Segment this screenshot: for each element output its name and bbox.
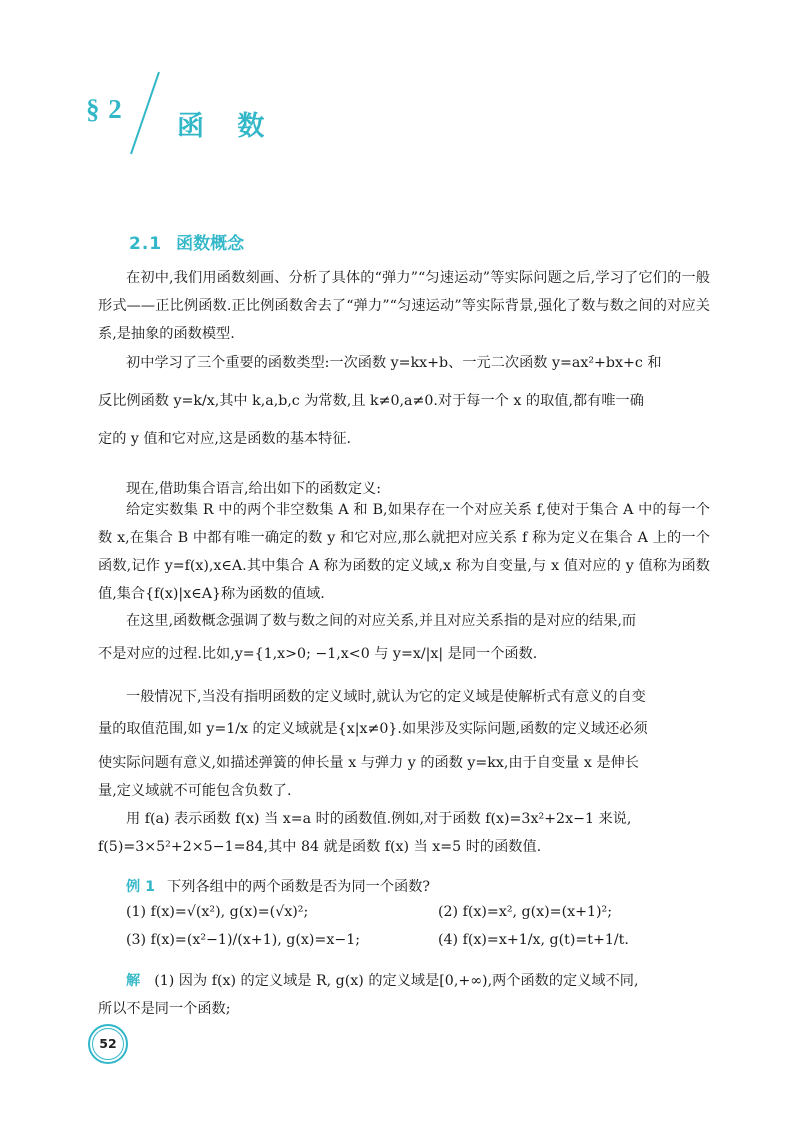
section-heading [129,229,244,254]
section-number: 2.1 [129,234,163,254]
paragraph-2-line-3: 定的 y 值和它对应,这是函数的基本特征. [98,431,352,447]
solution-line-2: 所以不是同一个函数; [98,1001,231,1017]
paragraph-1: 在初中,我们用函数刻画、分析了具体的“弹力”“匀速运动”等实际问题之后,学习了它们的一般形式——正比例函数.正比例函数舍去了“弹力”“匀速运动”等实际背景,强化了数与数之间的对应关系,是抽象的函数模型. [98,270,710,342]
paragraph-5-line-2: 不是对应的过程.比如,y={1,x>0; −1,x<0 与 y=x/|x| 是同一个函数. [98,646,538,662]
paragraph-2-line-1: 初中学习了三个重要的函数类型:一次函数 y=kx+b、一元二次函数 y=ax²+bx+c 和 [126,355,662,371]
heading-slash-divider [128,70,162,156]
paragraph-6-line-2: 量的取值范围,如 y=1/x 的定义域就是{x|x≠0}.如果涉及实际问题,函数的定义域还必须 [98,721,648,737]
paragraph-7-line-1: 用 f(a) 表示函数 f(x) 当 x=a 时的函数值.例如,对于函数 f(x)=3x²+2x−1 来说, [126,811,632,827]
section-title: 函数概念 [176,234,245,254]
paragraph-5-line-1: 在这里,函数概念强调了数与数之间的对应关系,并且对应关系指的是对应的结果,而 [126,613,637,629]
solution-label: 解 [126,973,141,989]
paragraph-6-line-4: 量,定义域就不可能包含负数了. [98,783,292,799]
function-definition-paragraph: 给定实数集 R 中的两个非空数集 A 和 B,如果存在一个对应关系 f,使对于集合 A 中的每一个数 x,在集合 B 中都有唯一确定的数 y 和它对应,那么就把对应关系 f 称为定义在集合 A 上的一个函数,记作 y=f(x),x∈A.其中集合 A 称为函数的定义域,x 称为自变量,与 x 值对应的 y 值称为函数值,集合{f(x)|x∈A}称为函数的值域. [98,502,710,602]
page-number: 52 [99,1036,117,1051]
chapter-number: § 2 [86,94,123,124]
paragraph-3: 现在,借助集合语言,给出如下的函数定义: [126,481,381,497]
example-item-3: (3) f(x)=(x²−1)/(x+1), g(x)=x−1; [126,932,361,948]
example-label: 例 1 [126,879,155,895]
example-item-4: (4) f(x)=x+1/x, g(t)=t+1/t. [438,932,629,948]
paragraph-6-line-3: 使实际问题有意义,如描述弹簧的伸长量 x 与弹力 y 的函数 y=kx,由于自变量 x 是伸长 [98,755,639,771]
solution-line-1 [126,970,710,990]
solution-text-1: (1) 因为 f(x) 的定义域是 R, g(x) 的定义域是[0,+∞),两个函数的定义域不同, [154,973,639,989]
example-1-question-line [126,876,710,896]
paragraph-6-line-1: 一般情况下,当没有指明函数的定义域时,就认为它的定义域是使解析式有意义的自变 [126,689,646,705]
paragraph-2-line-2: 反比例函数 y=k/x,其中 k,a,b,c 为常数,且 k≠0,a≠0.对于每一个 x 的取值,都有唯一确 [98,393,644,409]
example-item-2: (2) f(x)=x², g(x)=(x+1)²; [438,904,613,920]
example-item-1: (1) f(x)=√(x²), g(x)=(√x)²; [126,904,309,920]
chapter-title: 函 数 [177,111,277,142]
example-question: 下列各组中的两个函数是否为同一个函数? [167,879,430,895]
paragraph-7-line-2: f(5)=3×5²+2×5−1=84,其中 84 就是函数 f(x) 当 x=5 时的函数值. [98,839,542,855]
page-number-badge [86,1022,130,1066]
